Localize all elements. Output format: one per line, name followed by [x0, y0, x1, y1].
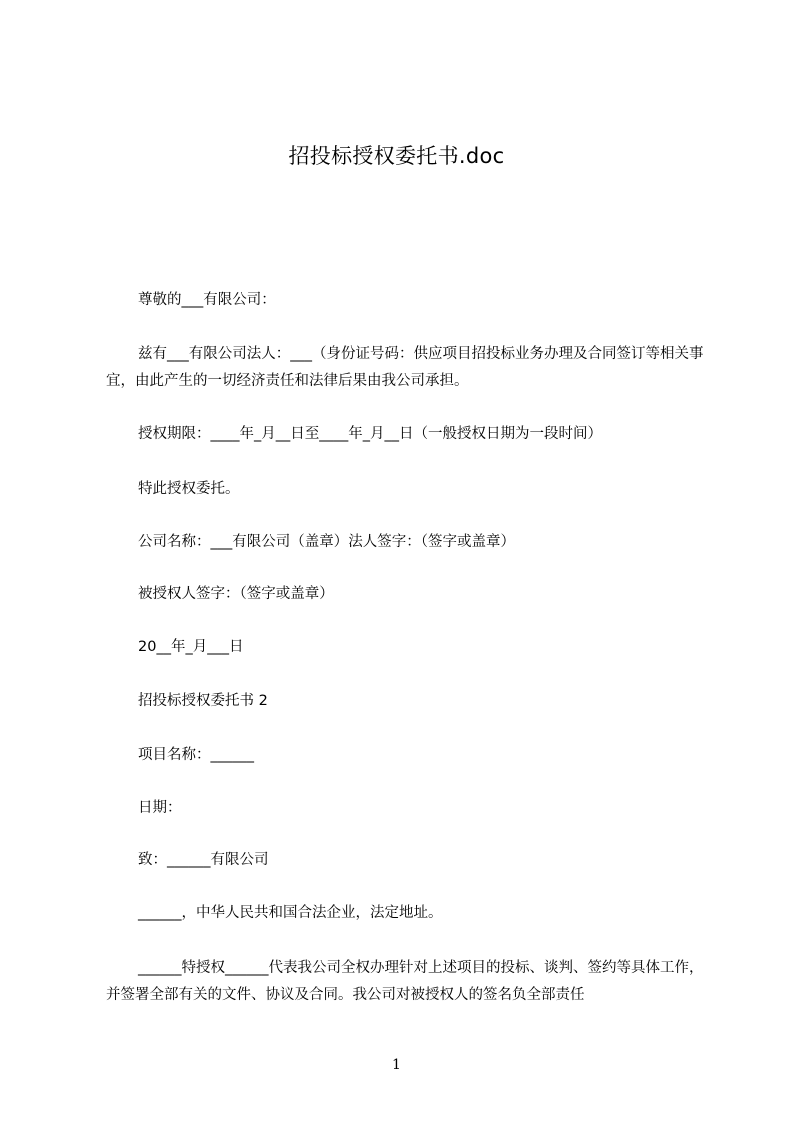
page-number: 1	[392, 1057, 401, 1073]
section-heading-paragraph: 招投标授权委托书 2	[138, 693, 268, 709]
project-name-paragraph: 项目名称：______	[138, 747, 254, 763]
date-label-paragraph: 日期：	[138, 800, 182, 816]
date-line-paragraph: 20__年_月___日	[138, 639, 244, 655]
authorized-person-signature-paragraph: 被授权人签字：（签字或盖章）	[138, 586, 334, 602]
company-name-signature-paragraph: 公司名称：___有限公司（盖章）法人签字：（签字或盖章）	[138, 534, 515, 550]
document-title: 招投标授权委托书.doc	[288, 144, 505, 168]
authorization-period-paragraph: 授权期限：____年_月__日至____年_月__日（一般授权日期为一段时间）	[138, 426, 602, 442]
authorization-statement-paragraph: 兹有___有限公司法人：___（身份证号码：供应项目招投标业务办理及合同签订等相关事宜，由此产生的一切经济责任和法律后果由我公司承担。	[106, 346, 704, 389]
full-authorization-paragraph: ______特授权______代表我公司全权办理针对上述项目的投标、谈判、签约等具体工作，并签署全部有关的文件、协议及合同。我公司对被授权人的签名负全部责任	[106, 960, 704, 1003]
addressee-paragraph: 致：______有限公司	[138, 852, 269, 868]
legal-entity-paragraph: ______，中华人民共和国合法企业，法定地址。	[138, 905, 443, 921]
special-authorization-paragraph: 特此授权委托。	[138, 481, 240, 497]
salutation-paragraph: 尊敬的___有限公司：	[138, 292, 276, 308]
